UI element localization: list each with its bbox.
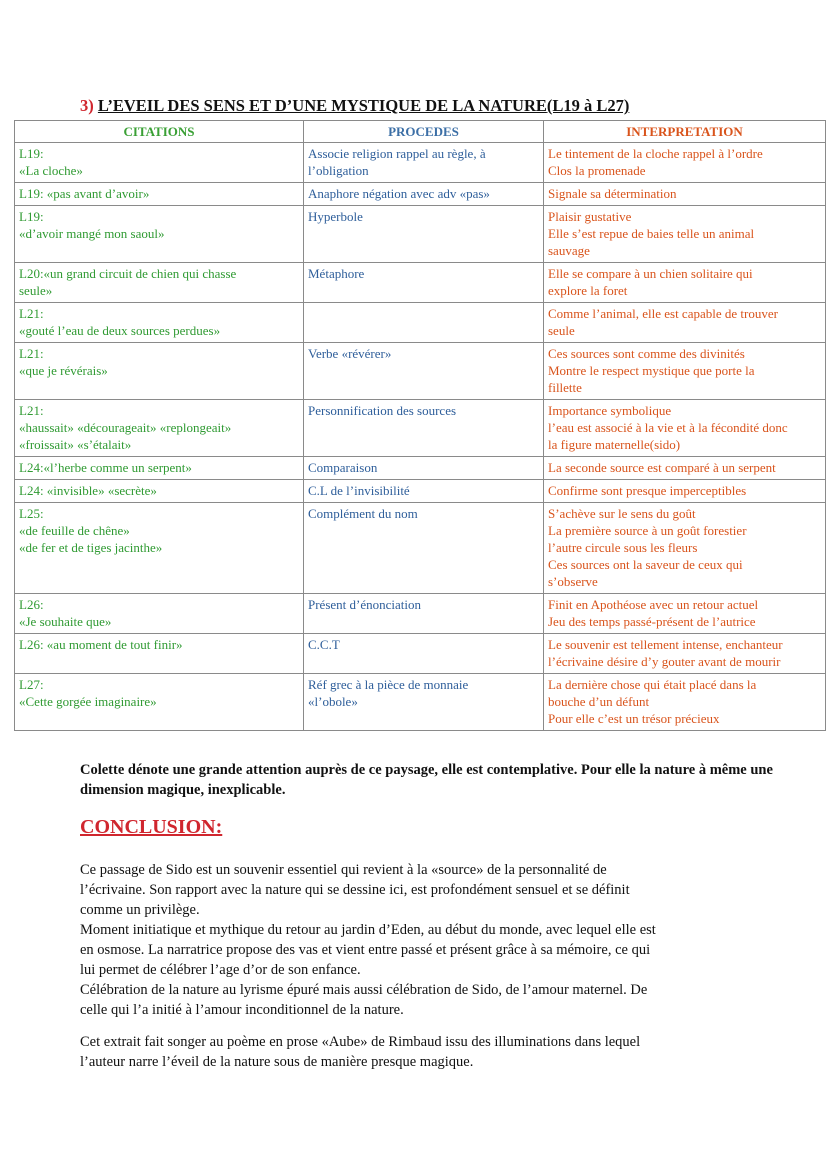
interpretation-cell (544, 206, 826, 263)
interpretation-cell-line: La seconde source est comparé à un serpent (548, 460, 776, 475)
text-line: Moment initiatique et mythique du retour au jardin d’Eden, au début du monde, avec lequel elle est (80, 922, 656, 938)
interpretation-cell (544, 634, 826, 674)
section-title (80, 96, 629, 116)
procede-cell (304, 343, 544, 400)
table-row (15, 594, 826, 634)
procede-cell (304, 143, 544, 183)
interpretation-cell-line: Elle s’est repue de baies telle un animal (548, 226, 755, 241)
table-row (15, 674, 826, 731)
header-interpretation: INTERPRETATION (544, 121, 826, 143)
interpretation-cell (544, 674, 826, 731)
interpretation-cell (544, 303, 826, 343)
interpretation-cell-line: Elle se compare à un chien solitaire qui (548, 266, 753, 281)
interpretation-cell-line: explore la foret (548, 283, 628, 298)
interpretation-cell-line: l’autre circule sous les fleurs (548, 540, 698, 555)
table-row (15, 400, 826, 457)
interpretation-cell-line: Confirme sont presque imperceptibles (548, 483, 747, 498)
citation-cell-line: L24:«l’herbe comme un serpent» (19, 460, 192, 475)
citation-cell-line: L27: (19, 677, 44, 692)
text-line: Ce passage de Sido est un souvenir essentiel qui revient à la «source» de la personnalité de (80, 862, 607, 878)
interpretation-cell-line: Signale sa détermination (548, 186, 677, 201)
procede-cell (304, 594, 544, 634)
citation-cell (15, 263, 304, 303)
interpretation-cell-line: Le souvenir est tellement intense, enchanteur (548, 637, 783, 652)
interpretation-cell (544, 143, 826, 183)
procede-cell-line: «l’obole» (308, 694, 358, 709)
procede-cell-line: Associe religion rappel au règle, à (308, 146, 486, 161)
citation-cell-line: «La cloche» (19, 163, 83, 178)
interpretation-cell-line: S’achève sur le sens du goût (548, 506, 696, 521)
procede-cell-line: Complément du nom (308, 506, 418, 521)
interpretation-cell-line: Ces sources sont comme des divinités (548, 346, 745, 361)
interpretation-cell (544, 594, 826, 634)
citation-cell-line: L24: «invisible» «secrète» (19, 483, 157, 498)
interpretation-cell (544, 343, 826, 400)
table-row (15, 634, 826, 674)
interpretation-cell (544, 183, 826, 206)
text-line: comme un privilège. (80, 902, 200, 918)
procede-cell-line: Présent d’énonciation (308, 597, 421, 612)
citation-cell-line: L25: (19, 506, 44, 521)
citation-cell (15, 634, 304, 674)
conclusion-heading: CONCLUSION: (80, 816, 223, 838)
citation-cell (15, 343, 304, 400)
interpretation-cell-line: Finit en Apothéose avec un retour actuel (548, 597, 759, 612)
interpretation-cell-line: seule (548, 323, 575, 338)
citation-cell (15, 457, 304, 480)
interpretation-cell-line: Jeu des temps passé-présent de l’autrice (548, 614, 756, 629)
procede-cell-line: Métaphore (308, 266, 365, 281)
interpretation-cell-line: Le tintement de la cloche rappel à l’ordre (548, 146, 763, 161)
procede-cell-line: C.C.T (308, 637, 340, 652)
interpretation-cell-line: Clos la promenade (548, 163, 646, 178)
citation-cell-line: L26: «au moment de tout finir» (19, 637, 183, 652)
procede-cell (304, 480, 544, 503)
text-line: celle qui l’a initié à l’amour inconditionnel de la nature. (80, 1002, 404, 1018)
procede-cell-line: l’obligation (308, 163, 369, 178)
header-procedes: PROCEDES (304, 121, 544, 143)
table-row (15, 206, 826, 263)
interpretation-cell-line: Plaisir gustative (548, 209, 632, 224)
table-row (15, 457, 826, 480)
interpretation-cell (544, 263, 826, 303)
citation-cell-line: «de fer et de tiges jacinthe» (19, 540, 163, 555)
header-citations: CITATIONS (15, 121, 304, 143)
procede-cell (304, 674, 544, 731)
table-row (15, 303, 826, 343)
procede-cell (304, 206, 544, 263)
table-row (15, 263, 826, 303)
interpretation-cell-line: La première source à un goût forestier (548, 523, 747, 538)
procede-cell-line: Hyperbole (308, 209, 363, 224)
text-line: lui permet de célébrer l’age d’or de son enfance. (80, 962, 361, 978)
table-row (15, 183, 826, 206)
table-body (15, 143, 826, 731)
conclusion-paragraph-1 (80, 860, 780, 1020)
procede-cell (304, 457, 544, 480)
interpretation-cell-line: La dernière chose qui était placé dans la (548, 677, 757, 692)
text-line: Célébration de la nature au lyrisme épuré mais aussi célébration de Sido, de l’amour maternel. De (80, 982, 648, 998)
section-number: 3) (80, 96, 94, 115)
remark-paragraph: Colette dénote une grande attention auprès de ce paysage, elle est contemplative. Pour elle la nature à même une dimension magique, inexplicable. (80, 762, 773, 798)
interpretation-cell-line: sauvage (548, 243, 590, 258)
citation-cell (15, 674, 304, 731)
procede-cell (304, 634, 544, 674)
procede-cell (304, 303, 544, 343)
citation-cell (15, 143, 304, 183)
citation-cell (15, 594, 304, 634)
interpretation-cell-line: Montre le respect mystique que porte la (548, 363, 755, 378)
citation-cell-line: «Cette gorgée imaginaire» (19, 694, 157, 709)
citation-cell-line: «gouté l’eau de deux sources perdues» (19, 323, 221, 338)
citation-cell (15, 480, 304, 503)
text-line: Cet extrait fait songer au poème en prose «Aube» de Rimbaud issu des illuminations dans lequel (80, 1034, 641, 1050)
interpretation-cell (544, 400, 826, 457)
citation-cell-line: L20:«un grand circuit de chien qui chasse (19, 266, 237, 281)
citation-cell-line: «froissait» «s’étalait» (19, 437, 132, 452)
procede-cell-line: Personnification des sources (308, 403, 457, 418)
section-title-main: L’EVEIL DES SENS ET D’UNE MYSTIQUE DE LA NATURE (97, 96, 547, 115)
procede-cell-line: Réf grec à la pièce de monnaie (308, 677, 469, 692)
procede-cell (304, 503, 544, 594)
procede-cell-line: C.L de l’invisibilité (308, 483, 410, 498)
citation-cell (15, 400, 304, 457)
interpretation-cell-line: Comme l’animal, elle est capable de trouver (548, 306, 778, 321)
table-header-row (15, 121, 826, 143)
citation-cell-line: «haussait» «décourageait» «replongeait» (19, 420, 232, 435)
citation-cell-line: L19: (19, 146, 44, 161)
interpretation-cell-line: s’observe (548, 574, 598, 589)
procede-cell-line: Verbe «révérer» (308, 346, 392, 361)
citation-cell (15, 206, 304, 263)
table-row (15, 503, 826, 594)
section-title-range: (L19 à L27) (546, 96, 630, 115)
interpretation-cell-line: la figure maternelle(sido) (548, 437, 681, 452)
citation-cell-line: seule» (19, 283, 53, 298)
text-line: l’auteur narre l’éveil de la nature sous de manière presque magique. (80, 1054, 474, 1070)
interpretation-cell-line: fillette (548, 380, 582, 395)
table-row (15, 143, 826, 183)
citation-cell-line: L21: (19, 346, 44, 361)
citation-cell-line: «Je souhaite que» (19, 614, 112, 629)
procede-cell-line: Anaphore négation avec adv «pas» (308, 186, 490, 201)
citation-cell-line: L21: (19, 306, 44, 321)
citation-cell-line: L21: (19, 403, 44, 418)
citation-cell-line: «de feuille de chêne» (19, 523, 130, 538)
interpretation-cell-line: Importance symbolique (548, 403, 672, 418)
citation-cell-line: «d’avoir mangé mon saoul» (19, 226, 165, 241)
interpretation-cell (544, 503, 826, 594)
section-title-text (98, 96, 630, 115)
interpretation-cell-line: Ces sources ont la saveur de ceux qui (548, 557, 743, 572)
table-row (15, 343, 826, 400)
citation-cell-line: L26: (19, 597, 44, 612)
interpretation-cell-line: l’écrivaine désire d’y gouter avant de mourir (548, 654, 781, 669)
interpretation-cell (544, 480, 826, 503)
citation-cell-line: L19: (19, 209, 44, 224)
interpretation-cell-line: Pour elle c’est un trésor précieux (548, 711, 720, 726)
citation-cell (15, 303, 304, 343)
citation-cell-line: «que je révérais» (19, 363, 108, 378)
table-row (15, 480, 826, 503)
text-line: en osmose. La narratrice propose des vas et vient entre passé et présent grâce à sa mémoire, ce qui (80, 942, 651, 958)
citation-cell (15, 503, 304, 594)
text-line: l’écrivaine. Son rapport avec la nature qui se dessine ici, est profondément sensuel et se définit (80, 882, 630, 898)
interpretation-cell-line: l’eau est associé à la vie et à la fécondité donc (548, 420, 788, 435)
conclusion-paragraph-2 (80, 1032, 780, 1072)
interpretation-cell-line: bouche d’un défunt (548, 694, 650, 709)
procede-cell (304, 400, 544, 457)
analysis-table (14, 120, 826, 731)
procede-cell (304, 183, 544, 206)
procede-cell (304, 263, 544, 303)
citation-cell (15, 183, 304, 206)
citation-cell-line: L19: «pas avant d’avoir» (19, 186, 150, 201)
procede-cell-line: Comparaison (308, 460, 378, 475)
interpretation-cell (544, 457, 826, 480)
